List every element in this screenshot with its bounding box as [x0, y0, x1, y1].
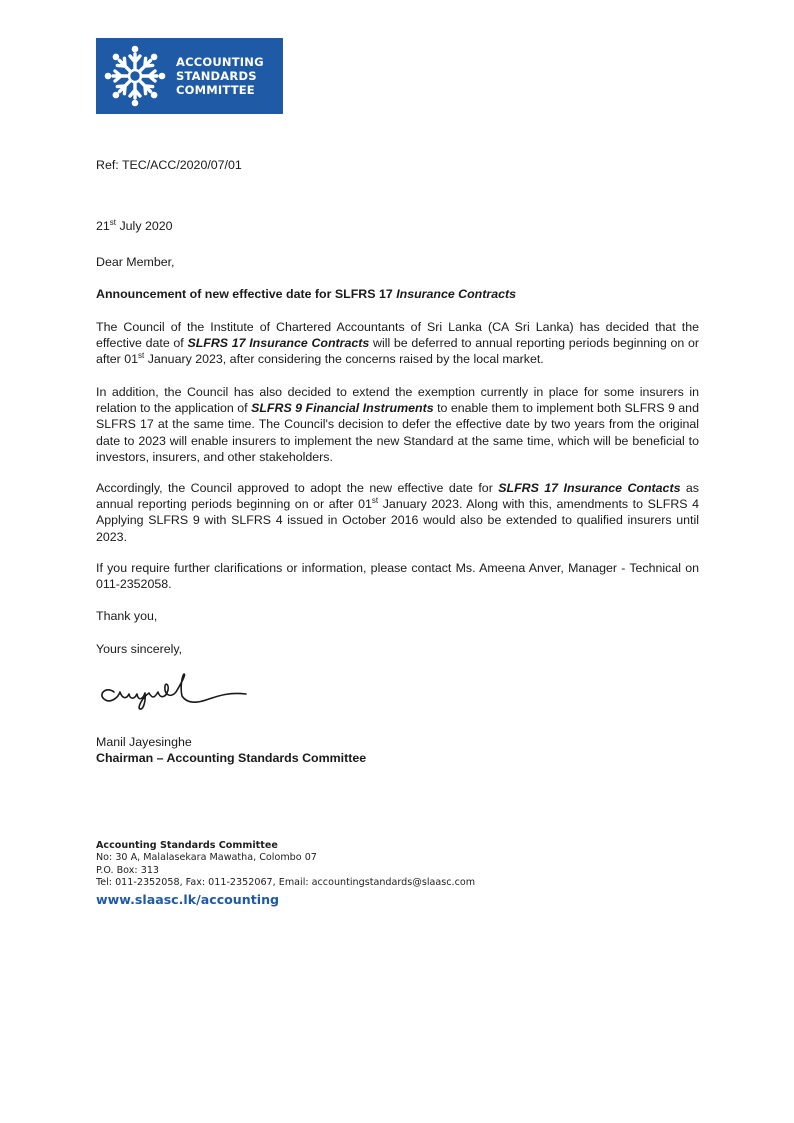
sign-off: Yours sincerely,: [96, 642, 183, 656]
footer-address: No: 30 A, Malalasekara Mawatha, Colombo 07: [96, 852, 317, 864]
logo-wordmark: [176, 55, 264, 97]
p1-text-a: The Council of the Institute of Chartered Accountants of Sri Lanka (CA Sri Lanka) has decided that the effective date of: [96, 320, 699, 351]
date-suffix: st: [109, 218, 117, 227]
logo: [96, 38, 283, 114]
p3-sup: st: [371, 496, 379, 506]
subject-italic: Insurance Contracts: [396, 287, 516, 301]
paragraph-2: [96, 384, 699, 465]
date-rest: July 2020: [116, 219, 173, 233]
reference-number: Ref: TEC/ACC/2020/07/01: [96, 158, 242, 172]
footer-contact: Tel: 011-2352058, Fax: 011-2352067, Email: accountingstandards@slaasc.com: [96, 877, 476, 889]
thanks-line: Thank you,: [96, 609, 158, 623]
p3-text-a: Accordingly, the Council approved to adopt the new effective date for: [96, 481, 499, 495]
p1-text-c: will be deferred to annual reporting periods beginning on or after 01: [96, 336, 699, 367]
salutation: Dear Member,: [96, 255, 175, 269]
logo-line-2: STANDARDS: [176, 69, 257, 83]
snowflake-star-icon: [100, 41, 170, 111]
p3-text-d: January 2023. Along with this, amendments to SLFRS 4 Applying SLFRS 9 with SLFRS 4 issued in October 2016 would also be extended to qualified insurers until 2023.: [96, 497, 700, 544]
footer-po-box: P.O. Box: 313: [96, 864, 160, 876]
p3-text-c: as annual reporting periods beginning on or after 01: [96, 481, 699, 512]
footer-website: www.slaasc.lk/accounting: [96, 891, 280, 907]
date-day: 21: [96, 219, 110, 233]
signature-image: [96, 668, 256, 712]
p2-standard-name: SLFRS 9 Financial Instruments: [251, 401, 434, 416]
p1-sup: st: [138, 351, 145, 361]
p1-standard-name: SLFRS 17 Insurance Contracts: [187, 336, 370, 351]
subject-main: Announcement of new effective date for SLFRS 17: [96, 287, 397, 301]
letter-date: [96, 218, 173, 234]
logo-line-1: ACCOUNTING: [176, 55, 264, 69]
paragraph-4: If you require further clarifications or information, please contact Ms. Ameena Anver, Manager - Technical on 011-2352058.: [96, 561, 699, 592]
footer-title: Accounting Standards Committee: [96, 840, 278, 851]
p2-text-a: In addition, the Council has also decided to extend the exemption currently in place for some insurers in relation to the application of: [96, 385, 699, 416]
p2-text-c: to enable them to implement both SLFRS 9 and SLFRS 17 at the same time. The Council's decision to defer the effective date by two years from the original date to 2023 will enable insurers to implement the new Standard at the same time, which will be beneficial to investors, insurers, and other stakeholders.: [96, 401, 699, 464]
p1-text-d: January 2023, after considering the concerns raised by the local market.: [144, 352, 544, 367]
p3-standard-name: SLFRS 17 Insurance Contacts: [498, 481, 681, 495]
paragraph-3: [96, 480, 699, 545]
signer-name: Manil Jayesinghe: [96, 735, 192, 749]
paragraph-1: [96, 319, 699, 368]
subject-line: [96, 286, 516, 302]
footer: [96, 840, 475, 909]
signer-title: Chairman – Accounting Standards Committee: [96, 751, 367, 765]
logo-line-3: COMMITTEE: [176, 83, 255, 97]
